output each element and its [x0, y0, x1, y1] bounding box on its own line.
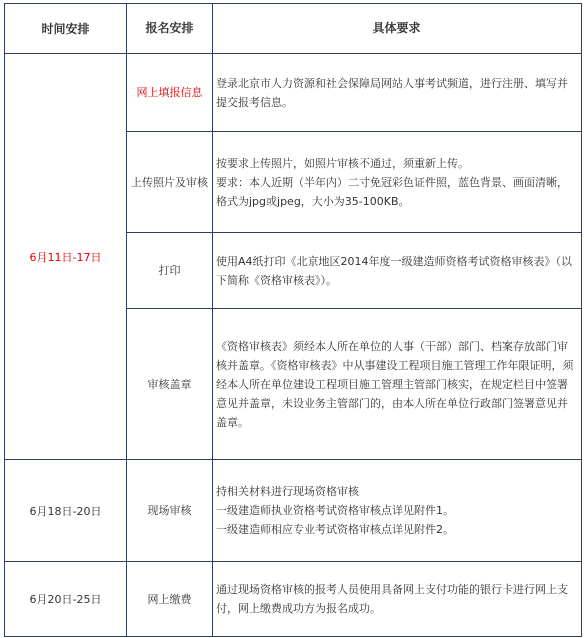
step-label: 网上缴费: [127, 562, 213, 637]
time-cell: 6月11日-17日: [5, 54, 127, 460]
requirement-text: 持相关材料进行现场资格审核: [216, 485, 359, 498]
header-time: 时间安排: [5, 4, 127, 54]
requirement-cell: [213, 309, 582, 460]
requirement-cell: [213, 460, 582, 562]
table-header-row: [5, 4, 582, 54]
step-label: 网上填报信息: [127, 54, 213, 132]
time-cell: 6月18日-20日: [5, 460, 127, 562]
requirement-text: 一级建造师执业资格考试资格审核点详见附件1。: [216, 504, 454, 517]
time-cell: 6月20日-25日: [5, 562, 127, 637]
requirement-text: 使用A4纸打印《北京地区2014年度一级建造师资格考试资格审核表》（以下简称《资格审核表》）。: [216, 254, 573, 287]
requirement-text: 通过现场资格审核的报考人员使用具备网上支付功能的银行卡进行网上支付，网上缴费成功方为报名成功。: [216, 583, 568, 615]
requirement-cell: [213, 132, 582, 233]
requirement-cell: [213, 54, 582, 132]
header-registration: 报名安排: [127, 4, 213, 54]
requirement-cell: [213, 562, 582, 637]
requirement-cell: [213, 233, 582, 309]
header-requirements: 具体要求: [213, 4, 582, 54]
table-row: [5, 460, 582, 562]
requirement-text: 要求：本人近期（半年内）二寸免冠彩色证件照，蓝色背景、画面清晰，格式为jpg或jpeg，大小为35-100KB。: [216, 175, 568, 208]
requirement-text: 一级建造师相应专业考试资格审核点详见附件2。: [216, 523, 454, 536]
requirement-text: 《资格审核表》须经本人所在单位的人事（干部）部门、档案存放部门审核并盖章。《资格审核表》中从事建设工程项目施工管理工作年限证明，须经本人所在单位建设工程项目施工管理主管部门核实，在规定栏目中签署意见并盖章，未设业务主管部门的，由本人所在单位行政部门签署意见并盖章。: [216, 339, 574, 429]
requirement-text: 登录北京市人力资源和社会保障局网站人事考试频道，进行注册、填写并提交报考信息。: [216, 76, 568, 109]
step-label: 现场审核: [127, 460, 213, 562]
table-row: [5, 54, 582, 132]
registration-schedule-table: [4, 3, 582, 637]
requirement-text: 按要求上传照片，如照片审核不通过，须重新上传。: [216, 156, 469, 170]
table-row: [5, 562, 582, 637]
step-label: 审核盖章: [127, 309, 213, 460]
step-label: 打印: [127, 233, 213, 309]
step-label: 上传照片及审核: [127, 132, 213, 233]
